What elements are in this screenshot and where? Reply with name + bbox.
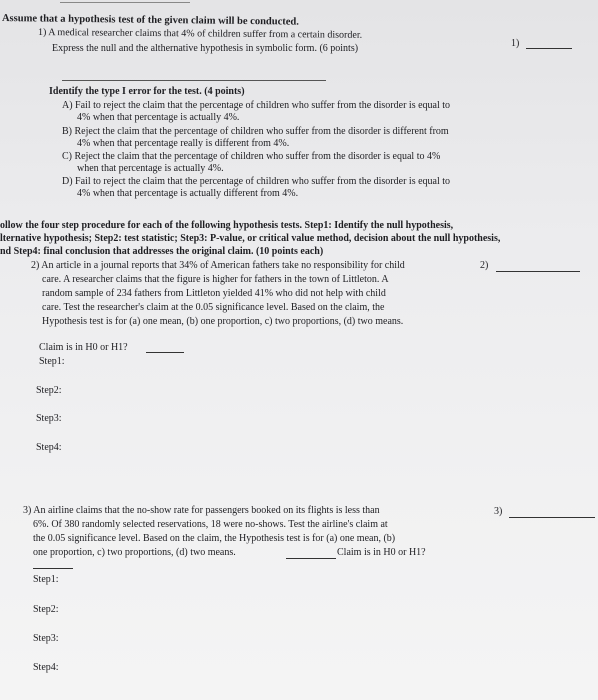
q3-claim: Claim is in H0 or H1? bbox=[337, 547, 426, 558]
q2-line3: random sample of 234 fathers from Littleton yielded 41% who did not help with child bbox=[42, 288, 386, 299]
q2-line1: 2) An article in a journal reports that 34% of American fathers take no responsibility for child bbox=[31, 260, 405, 271]
q1-hypothesis-blank[interactable] bbox=[62, 80, 326, 81]
q3-answer-blank[interactable] bbox=[509, 517, 595, 518]
q2-claim: Claim is in H0 or H1? bbox=[39, 342, 128, 353]
q3-step4: Step4: bbox=[33, 662, 59, 673]
option-c-line2: when that percentage is actually 4%. bbox=[77, 163, 224, 174]
q2-answer-blank[interactable] bbox=[496, 271, 580, 272]
intro-text: Assume that a hypothesis test of the given claim will be conducted. bbox=[1, 13, 299, 28]
q3-line1: 3) An airline claims that the no-show rate for passengers booked on its flights is less than bbox=[23, 505, 380, 516]
option-a-line1[interactable]: A) Fail to reject the claim that the percentage of children who suffer from the disorder is equal to bbox=[62, 100, 451, 111]
q3-hypothesis-type-blank[interactable] bbox=[286, 558, 336, 559]
q3-line3: the 0.05 significance level. Based on the claim, the Hypothesis test is for (a) one mean, (b) bbox=[33, 533, 396, 544]
top-rule bbox=[60, 2, 190, 3]
q3-step3: Step3: bbox=[33, 633, 59, 644]
q2-step4: Step4: bbox=[36, 442, 62, 453]
option-b-line1[interactable]: B) Reject the claim that the percentage of children who suffer from the disorder is different from bbox=[62, 126, 449, 137]
q2-step3: Step3: bbox=[36, 413, 62, 424]
q2-line4: care. Test the researcher's claim at the 0.05 significance level. Based on the claim, the bbox=[42, 302, 385, 313]
q1-answer-label: 1) bbox=[511, 38, 520, 49]
q3-claim-blank[interactable] bbox=[33, 568, 73, 569]
q1-answer-blank[interactable] bbox=[526, 48, 572, 49]
q3-step2: Step2: bbox=[33, 604, 59, 615]
q3-answer-label: 3) bbox=[494, 506, 503, 517]
q3-line4a: one proportion, c) two proportions, (d) two means. bbox=[33, 547, 236, 558]
q2-line5: Hypothesis test is for (a) one mean, (b) one proportion, c) two proportions, (d) two means. bbox=[42, 316, 404, 327]
option-c-line1[interactable]: C) Reject the claim that the percentage of children who suffer from the disorder is equal to 4% bbox=[62, 151, 441, 162]
type1-heading: Identify the type I error for the test. (4 points) bbox=[49, 86, 245, 97]
procedure-line3: nd Step4: final conclusion that addresses the original claim. (10 points each) bbox=[0, 246, 324, 257]
procedure-line1: ollow the four step procedure for each of the following hypothesis tests. Step1: Identify the null hypothesis, bbox=[0, 220, 454, 231]
q1-line1: 1) A medical researcher claims that 4% of children suffer from a certain disorder. bbox=[37, 27, 363, 41]
q2-claim-blank[interactable] bbox=[146, 352, 184, 353]
q1-line2: Express the null and the althernative hypothesis in symbolic form. (6 points) bbox=[52, 43, 359, 54]
q3-step1: Step1: bbox=[33, 574, 59, 585]
q2-answer-label: 2) bbox=[480, 260, 489, 271]
option-d-line2: 4% when that percentage is actually different from 4%. bbox=[77, 188, 299, 199]
option-b-line2: 4% when that percentage really is different from 4%. bbox=[77, 138, 290, 149]
q2-step1: Step1: bbox=[39, 356, 65, 367]
q2-step2: Step2: bbox=[36, 385, 62, 396]
procedure-line2: lternative hypothesis; Step2: test statistic; Step3: P-value, or critical value method, decision about the null hypothesis, bbox=[0, 233, 501, 244]
q3-line2: 6%. Of 380 randomly selected reservations, 18 were no-shows. Test the airline's claim at bbox=[33, 519, 388, 530]
option-a-line2: 4% when that percentage is actually 4%. bbox=[77, 112, 240, 123]
q2-line2: care. A researcher claims that the figure is higher for fathers in the town of Littleton. A bbox=[42, 274, 389, 285]
option-d-line1[interactable]: D) Fail to reject the claim that the percentage of children who suffer from the disorder is equal to bbox=[62, 176, 451, 187]
